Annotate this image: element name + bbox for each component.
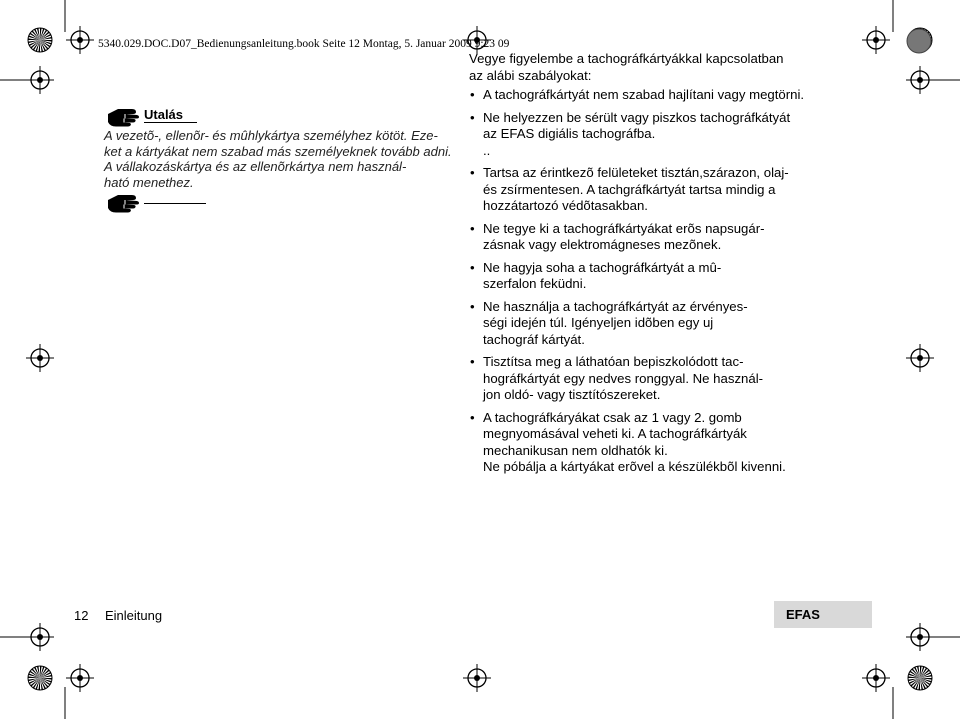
bullet-icon: • [470,220,475,236]
bullet-icon: • [470,259,475,275]
rule-item [469,260,789,293]
rule-line: jon oldó- vagy tisztítószereket. [483,387,661,402]
intro-line: Vegye figyelembe a tachográfkártyákkal kapcsolatban [469,51,784,66]
crosshair-registration-icon [906,623,934,651]
rule-line: Tisztítsa meg a láthatóan bepiszkolódott tac- [483,354,744,369]
rule-line: ségi idején túl. Igényeljen idõben egy uj [483,315,714,330]
crosshair-registration-icon [906,66,934,94]
rule-line: tachográf kártyát. [483,331,585,347]
crosshair-registration-icon [906,344,934,372]
bullet-icon: • [470,354,475,369]
bullet-icon: • [470,409,475,425]
gray-gradient-circle-icon [907,29,931,53]
page-number: 12 [74,608,89,623]
crosshair-registration-icon [66,664,94,692]
pointing-hand-icon [106,191,140,213]
rules-list [469,87,805,482]
crosshair-registration-icon [862,664,890,692]
rule-line: A tachográfkártyát nem szabad hajlítani vagy megtörni. [483,87,805,102]
crosshair-registration-icon [862,26,890,54]
intro-line: az alábi szabályokat: [469,68,592,83]
brand-label: EFAS [786,607,820,622]
rule-item [469,410,789,476]
crosshair-registration-icon [463,664,491,692]
note-line: ket a kártyákat nem szabad más személyeknek tovább adni. [104,143,452,159]
bullet-icon: • [470,87,475,102]
rule-line: Ne hagyja soha a tachográfkártyát a mû- [483,259,722,275]
bullet-icon: • [470,109,475,125]
note-line: A vezetõ-, ellenõr- és mûhlykártya személyhez kötöt. Eze- [104,128,438,143]
rule-line: az EFAS digiális tachográfba. [483,126,656,141]
rule-line: Tartsa az érintkezõ felületeket tisztán,szárazon, olaj- [483,165,789,180]
starburst-registration-icon [908,666,932,690]
rule-line: szerfalon feküdni. [483,276,587,291]
bullet-icon: • [470,298,475,314]
rule-item [469,165,789,215]
note-line: ható menethez. [104,174,194,190]
rule-line: Ne használja a tachográfkártyát az érvényes- [483,298,748,314]
crosshair-registration-icon [26,623,54,651]
rule-item [469,221,789,254]
crosshair-registration-icon [66,26,94,54]
intro-text [469,50,784,84]
rule-line: és zsírmentesen. A tachgráfkártyát tartsa mindig a [483,181,776,197]
crosshair-registration-icon [26,66,54,94]
pointing-hand-icon [106,105,140,127]
rule-item [469,354,789,404]
rule-line: megnyomásával veheti ki. A tachográfkártyák [483,426,747,441]
rule-line: hozzátartozó védõtasakban. [483,198,648,213]
brand-box [774,601,872,628]
rule-line: mechanikusan nem oldhatók ki. [483,442,668,458]
starburst-registration-icon [28,666,52,690]
section-title: Einleitung [105,608,163,623]
rule-line: hográfkártyát egy nedves ronggyal. Ne használ- [483,370,764,386]
crosshair-registration-icon [26,344,54,372]
rule-item [469,299,789,349]
note-title: Utalás [144,108,197,123]
bullet-icon: • [470,165,475,180]
rule-line: zásnak vagy elektromágneses mezõnek. [483,237,722,252]
note-end-rule [144,203,206,204]
rule-line: Ne helyezzen be sérült vagy piszkos tachográfkátyát [483,109,791,125]
note-line: A vállakozáskártya és az ellenõrkártya nem használ- [104,159,407,174]
rule-line: .. [483,142,491,158]
rule-line: A tachográfkáryákat csak az 1 vagy 2. gomb [483,409,742,425]
note-text [104,128,452,190]
starburst-registration-icon [28,28,52,52]
rule-item [469,87,805,104]
running-header: 5340.029.DOC.D07_Bedienungsanleitung.book Seite 12 Montag, 5. Januar 2009 9:23 09 [98,38,510,50]
rule-line: Ne tegye ki a tachográfkártyákat erõs napsugár- [483,220,765,236]
rule-item [469,110,789,160]
rule-line: Ne póbálja a kártyákat erõvel a készülékbõl kivenni. [483,459,786,474]
